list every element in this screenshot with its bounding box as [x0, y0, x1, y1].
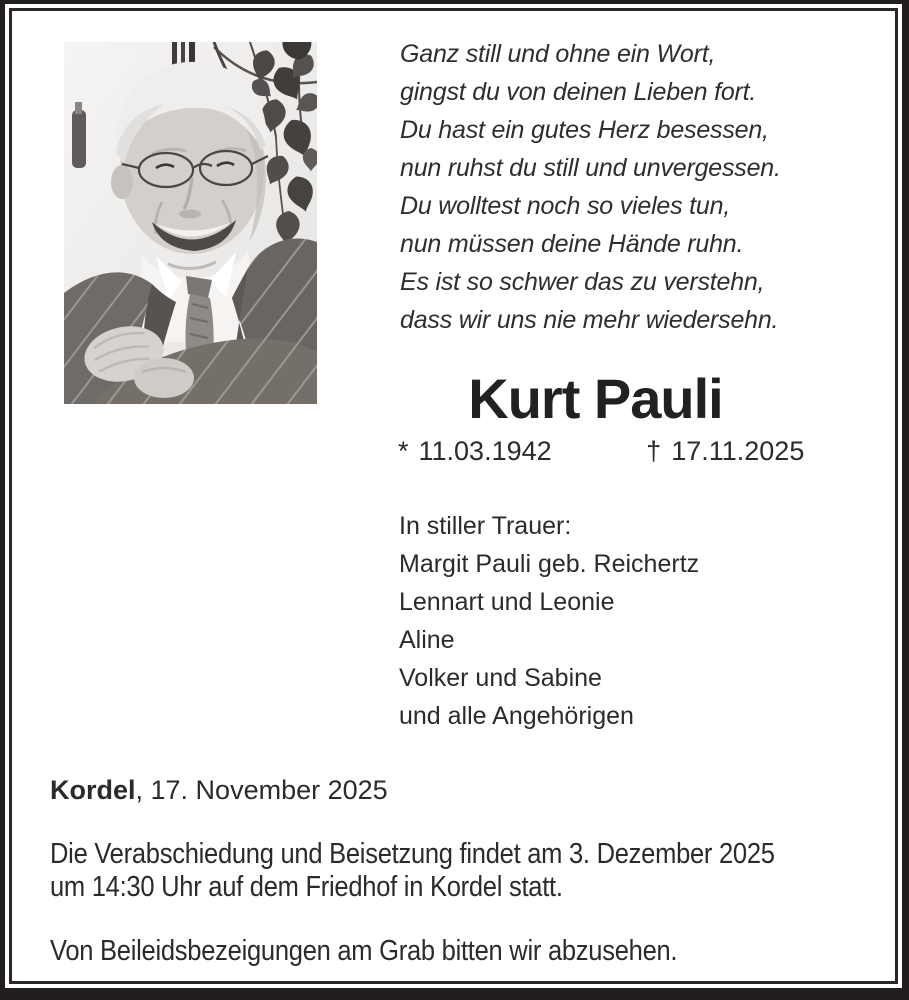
- funeral-info: [50, 838, 775, 904]
- poem-line: Du wolltest noch so vieles tun,: [400, 192, 731, 220]
- notice-inner-frame: [9, 8, 898, 984]
- mourner-name: Volker und Sabine: [399, 664, 602, 692]
- condolence-note: Von Beileidsbezeigungen am Grab bitten wir abzusehen.: [50, 935, 678, 967]
- mourner-name: Lennart und Leonie: [399, 588, 615, 616]
- poem-line: gingst du von deinen Lieben fort.: [400, 78, 757, 106]
- mourning-intro: In stiller Trauer:: [399, 512, 572, 540]
- death-cross-symbol: †: [646, 436, 662, 466]
- place-date-line: [50, 774, 388, 806]
- portrait-photo: [64, 42, 317, 404]
- birth-date: 11.03.1942: [418, 436, 552, 466]
- life-dates: [398, 435, 804, 467]
- place-name: Kordel: [50, 775, 136, 805]
- birth-date-group: [398, 436, 559, 466]
- poem-line: dass wir uns nie mehr wiedersehn.: [400, 306, 779, 334]
- portrait-photo-graphic: [64, 42, 317, 404]
- death-date-group: [646, 436, 804, 466]
- mourner-name: und alle Angehörigen: [399, 702, 634, 730]
- poem-line: nun ruhst du still und unvergessen.: [400, 154, 781, 182]
- poem-line: Du hast ein gutes Herz besessen,: [400, 116, 769, 144]
- deceased-name: Kurt Pauli: [468, 367, 723, 430]
- birth-symbol: *: [398, 436, 409, 466]
- death-date: 17.11.2025: [671, 436, 805, 466]
- memorial-poem: [400, 35, 781, 339]
- place-date-suffix: , 17. November 2025: [135, 775, 388, 805]
- funeral-info-line: um 14:30 Uhr auf dem Friedhof in Kordel statt.: [50, 871, 563, 903]
- poem-line: Ganz still und ohne ein Wort,: [400, 40, 716, 68]
- mourners-block: [399, 507, 699, 735]
- poem-line: nun müssen deine Hände ruhn.: [400, 230, 744, 258]
- poem-line: Es ist so schwer das zu verstehn,: [400, 268, 765, 296]
- funeral-info-line: Die Verabschiedung und Beisetzung findet am 3. Dezember 2025: [50, 838, 775, 870]
- mourner-name: Aline: [399, 626, 455, 654]
- mourner-name: Margit Pauli geb. Reichertz: [399, 550, 700, 578]
